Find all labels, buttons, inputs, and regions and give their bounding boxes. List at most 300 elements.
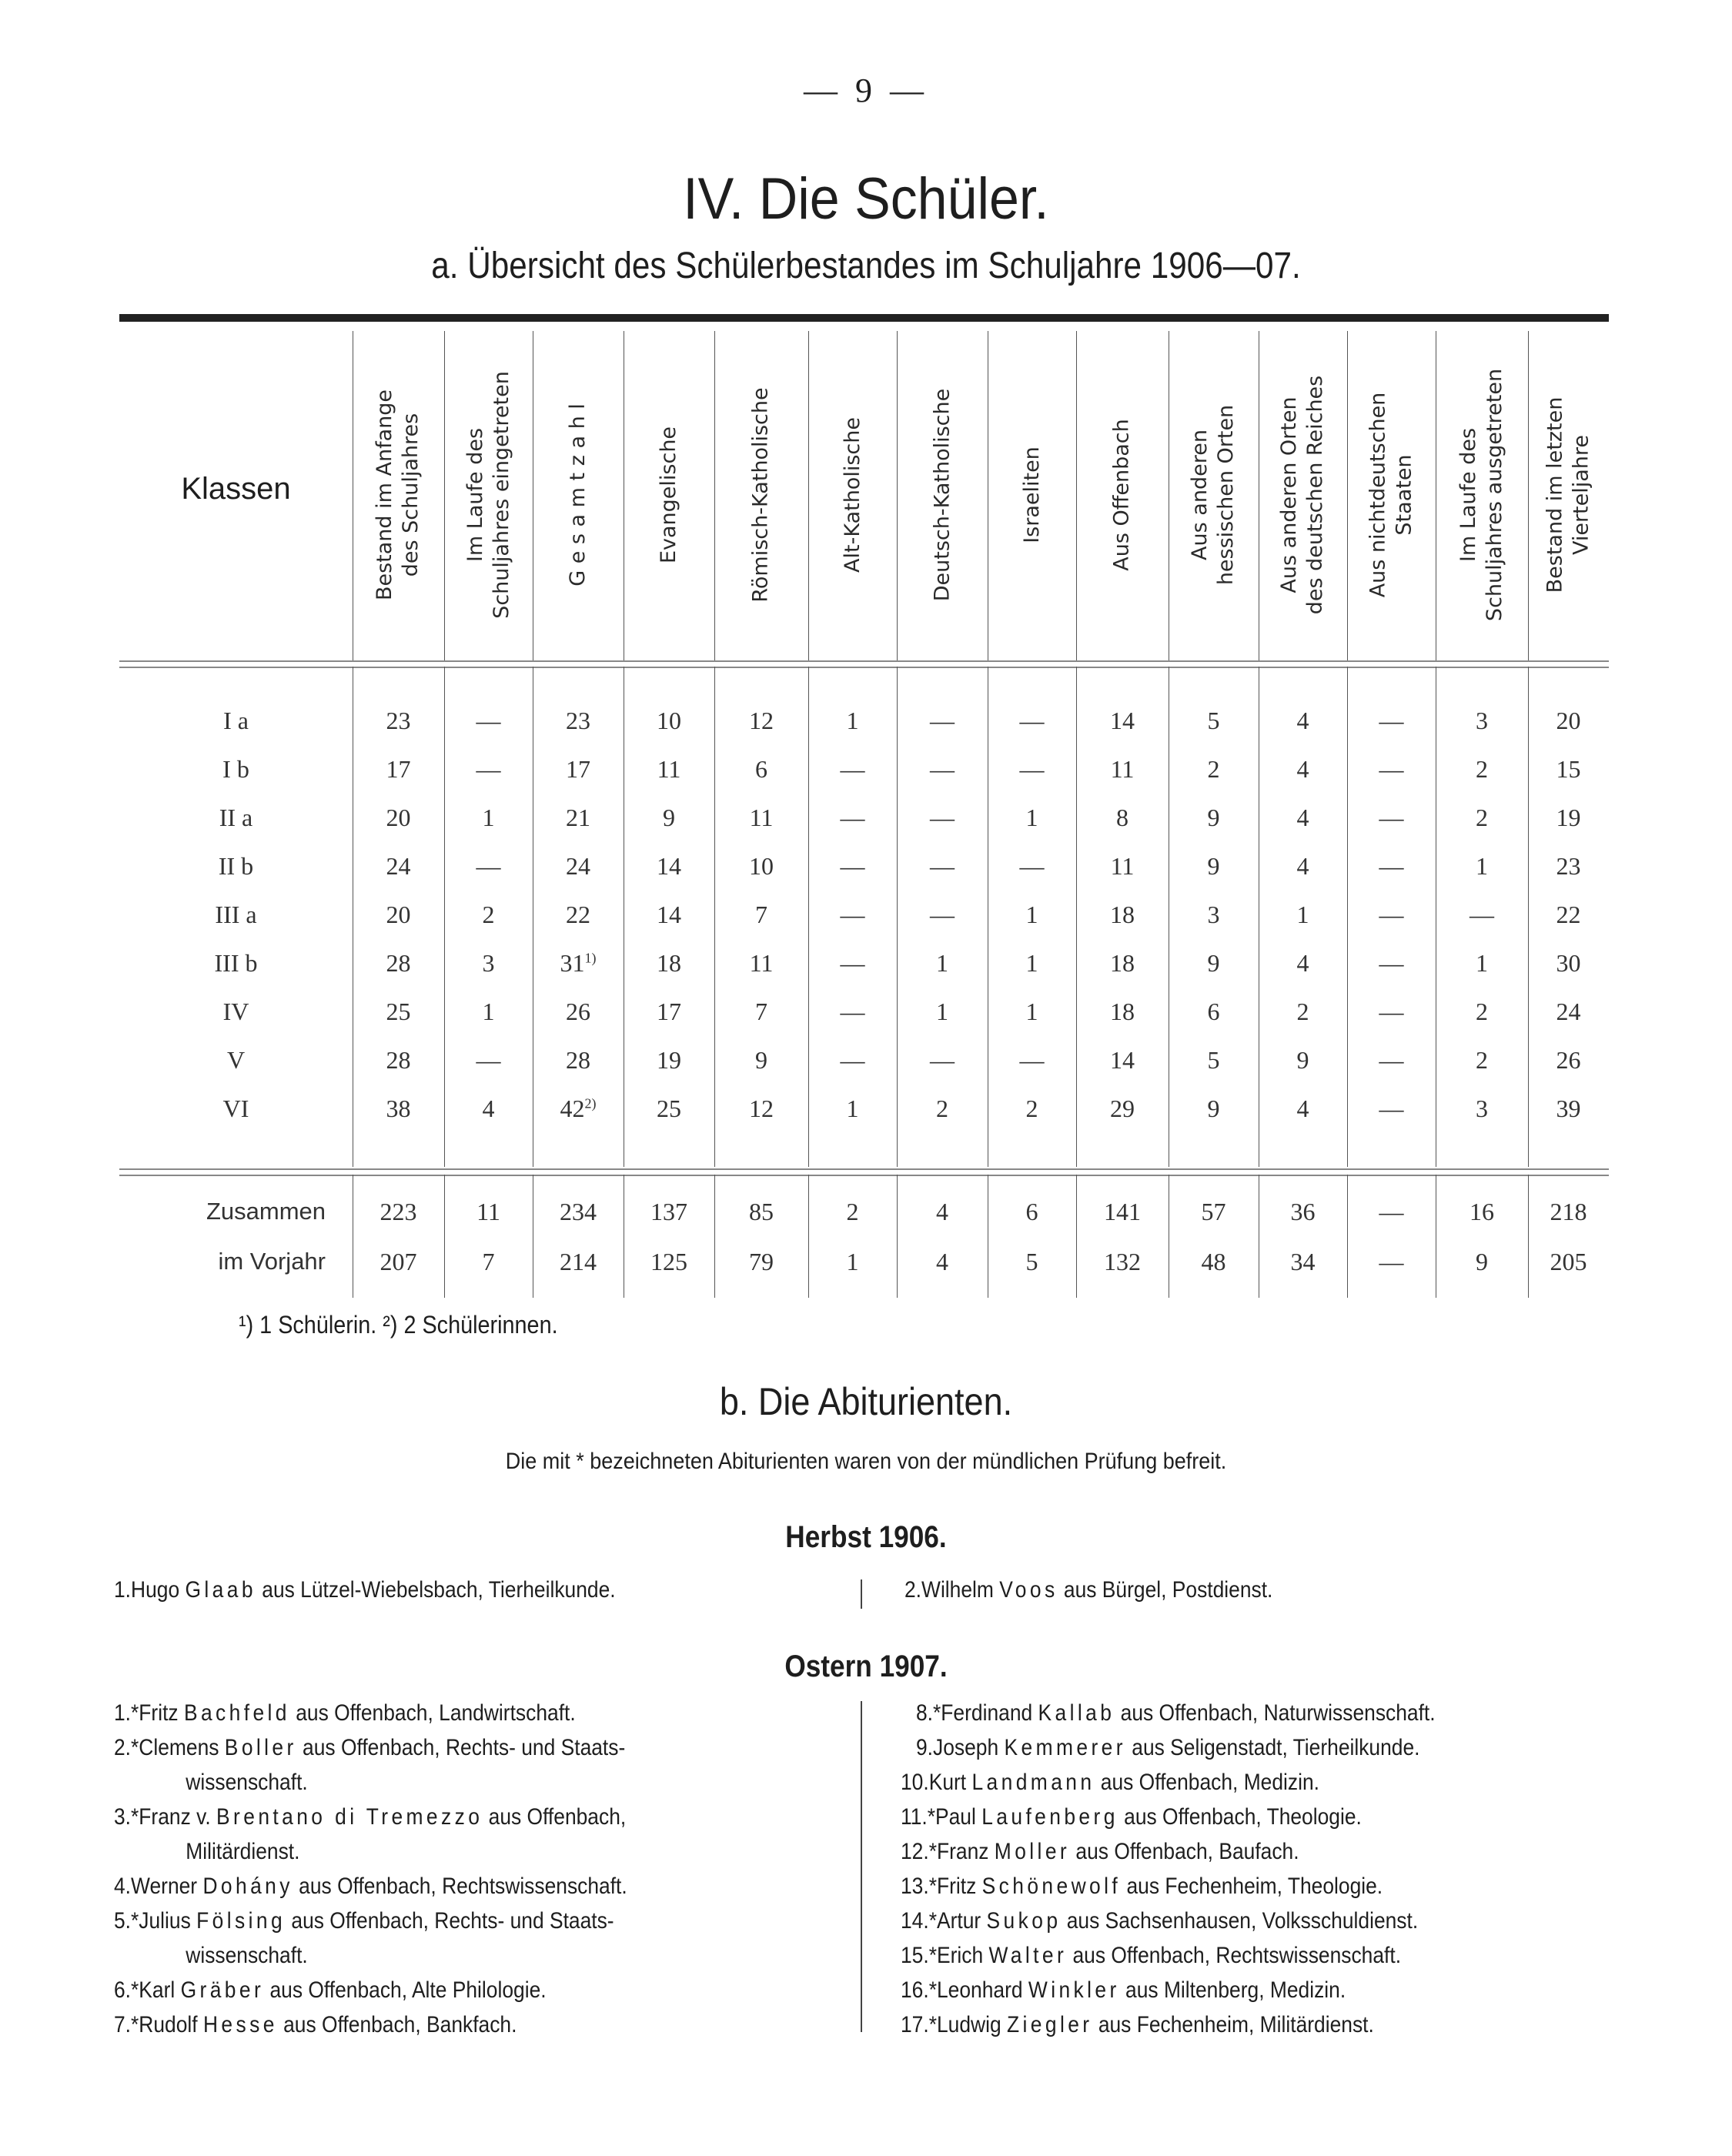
entry-given-name: *Karl bbox=[131, 1977, 181, 2003]
exemption-note: Die mit * bezeichneten Abiturienten waren von der mündlichen Prüfung befreit. bbox=[505, 1449, 1227, 1474]
cell-value: — bbox=[930, 707, 955, 734]
cell-value: — bbox=[840, 998, 865, 1025]
abiturient-entry bbox=[114, 2007, 517, 2042]
table-cell bbox=[1169, 901, 1259, 929]
table-cell bbox=[897, 901, 988, 929]
entry-given-name: *Julius bbox=[131, 1908, 197, 1934]
table-cell bbox=[808, 901, 897, 929]
entry-surname: Dohány bbox=[202, 1874, 293, 1899]
cell-value: 2 bbox=[1025, 1095, 1038, 1122]
column-header-line: des deutschen Reiches bbox=[1303, 375, 1328, 615]
table-cell bbox=[988, 1198, 1076, 1226]
class-row-label: I b bbox=[222, 755, 249, 783]
column-header-line: Bestand im Anfange bbox=[373, 389, 397, 601]
entry-surname: Kallab bbox=[1038, 1700, 1115, 1726]
cell-value: — bbox=[930, 901, 955, 928]
entry-number: 3. bbox=[114, 1804, 132, 1830]
cell-value: 25 bbox=[386, 998, 411, 1025]
entry-surname: Hesse bbox=[202, 2012, 278, 2037]
table-cell bbox=[714, 949, 808, 978]
cell-value: 1 bbox=[936, 998, 948, 1025]
cell-value: 36 bbox=[1290, 1198, 1316, 1225]
column-divider bbox=[808, 1175, 809, 1298]
table-cell bbox=[897, 755, 988, 784]
cell-value: — bbox=[1379, 852, 1404, 880]
cell-value: 1 bbox=[1476, 852, 1488, 880]
table-top-rule bbox=[119, 314, 1609, 322]
cell-value: 125 bbox=[650, 1248, 687, 1275]
entry-surname: Moller bbox=[994, 1839, 1071, 1864]
cell-value: 85 bbox=[749, 1198, 774, 1225]
cell-value: 7 bbox=[755, 901, 767, 928]
cell-value: — bbox=[1019, 1046, 1045, 1074]
column-header bbox=[897, 329, 988, 660]
cell-value: 25 bbox=[657, 1095, 681, 1122]
totals-row-label: im Vorjahr bbox=[218, 1248, 326, 1275]
table-cell bbox=[444, 998, 533, 1026]
table-cell bbox=[444, 949, 533, 978]
abiturient-entry bbox=[916, 1696, 1436, 1730]
entry-given-name: Wilhelm bbox=[921, 1577, 1000, 1603]
table-cell bbox=[808, 949, 897, 978]
table-cell bbox=[533, 804, 624, 832]
cell-value: 9 bbox=[663, 804, 675, 831]
student-statistics-table bbox=[119, 314, 1609, 1299]
abiturient-entry bbox=[114, 1904, 614, 1973]
cell-value: 15 bbox=[1556, 755, 1581, 783]
column-header-line: hessischen Orten bbox=[1214, 404, 1239, 586]
cell-value: — bbox=[840, 901, 865, 928]
section-heading-abiturienten: b. Die Abiturienten. bbox=[719, 1380, 1013, 1423]
column-header-line: Deutsch-Katholische bbox=[930, 388, 954, 602]
cell-value: 10 bbox=[657, 707, 681, 734]
table-cell bbox=[1528, 901, 1609, 929]
table-cell bbox=[1347, 949, 1436, 978]
table-cell bbox=[1528, 1095, 1609, 1123]
table-cell bbox=[1076, 852, 1169, 881]
column-header-label bbox=[463, 371, 515, 619]
table-cell bbox=[897, 1198, 988, 1226]
cell-value: — bbox=[1379, 1046, 1404, 1074]
cell-value: 9 bbox=[1207, 852, 1220, 880]
table-cell bbox=[897, 1095, 988, 1123]
cell-value: — bbox=[1019, 707, 1045, 734]
cell-value: 3 bbox=[482, 949, 495, 977]
column-divider bbox=[897, 1175, 898, 1298]
column-header-line: Aus nichtdeutschen bbox=[1366, 392, 1390, 598]
cell-value: 23 bbox=[566, 707, 590, 734]
table-cell bbox=[897, 1248, 988, 1276]
entry-details: aus Offenbach, Rechtswissenschaft. bbox=[1067, 1943, 1402, 1968]
column-header-label bbox=[1019, 446, 1045, 543]
cell-value: 1 bbox=[936, 949, 948, 977]
cell-value: 29 bbox=[1110, 1095, 1135, 1122]
table-cell bbox=[353, 852, 444, 881]
table-cell bbox=[1259, 1046, 1347, 1075]
column-header-line: Aus anderen Orten bbox=[1277, 396, 1302, 593]
table-cell bbox=[988, 804, 1076, 832]
column-header-label bbox=[1277, 376, 1329, 614]
table-cell bbox=[353, 707, 444, 735]
table-cell bbox=[353, 1046, 444, 1075]
table-title: a. Übersicht des Schülerbestandes im Schuljahre 1906—07. bbox=[431, 246, 1301, 286]
cell-value: 2 bbox=[936, 1095, 948, 1122]
table-cell bbox=[714, 1095, 808, 1123]
table-cell bbox=[533, 1198, 624, 1226]
abiturient-entry bbox=[114, 1573, 616, 1607]
abiturient-entry bbox=[114, 1696, 576, 1730]
table-cell bbox=[988, 1046, 1076, 1075]
table-cell bbox=[1436, 707, 1528, 735]
column-header bbox=[353, 329, 444, 660]
table-cell bbox=[1528, 1046, 1609, 1075]
entry-surname: Walter bbox=[988, 1943, 1068, 1968]
table-cell bbox=[533, 1248, 624, 1276]
entry-given-name: Hugo bbox=[131, 1577, 186, 1603]
entry-given-name: *Paul bbox=[927, 1804, 982, 1830]
cell-value: 4 bbox=[1296, 804, 1309, 831]
table-cell bbox=[1347, 901, 1436, 929]
table-cell bbox=[533, 1046, 624, 1075]
cell-value: — bbox=[1379, 901, 1404, 928]
cell-value: 14 bbox=[657, 901, 681, 928]
column-header bbox=[533, 329, 624, 660]
column-header-label bbox=[1456, 369, 1508, 621]
cell-value: — bbox=[1470, 901, 1494, 928]
cell-value: 20 bbox=[386, 804, 411, 831]
table-cell bbox=[1436, 755, 1528, 784]
cell-value: 57 bbox=[1201, 1198, 1226, 1225]
cell-value: 4 bbox=[936, 1198, 948, 1225]
table-cell bbox=[624, 804, 714, 832]
cell-value: 9 bbox=[1476, 1248, 1488, 1275]
table-cell bbox=[1347, 755, 1436, 784]
entry-number: 5. bbox=[114, 1908, 132, 1934]
cell-value: 218 bbox=[1550, 1198, 1587, 1225]
column-header-line: Aus anderen bbox=[1188, 430, 1212, 560]
table-cell bbox=[1259, 949, 1347, 978]
column-header-line: Staaten bbox=[1392, 454, 1416, 536]
cell-value: 5 bbox=[1025, 1248, 1038, 1275]
table-cell bbox=[808, 1046, 897, 1075]
cell-value: 141 bbox=[1104, 1198, 1141, 1225]
table-cell bbox=[1436, 901, 1528, 929]
column-header-line: Alt-Katholische bbox=[840, 417, 864, 573]
herbst-heading: Herbst 1906. bbox=[785, 1520, 947, 1554]
entry-number: 16. bbox=[901, 1977, 929, 2003]
cell-value: — bbox=[1019, 852, 1045, 880]
cell-value: 48 bbox=[1201, 1248, 1226, 1275]
table-cell bbox=[533, 755, 624, 784]
column-header-label bbox=[565, 403, 591, 587]
entry-surname: Ziegler bbox=[1006, 2012, 1093, 2037]
table-cell bbox=[714, 804, 808, 832]
cell-value: 34 bbox=[1290, 1248, 1316, 1275]
table-cell bbox=[897, 707, 988, 735]
column-header bbox=[1169, 329, 1259, 660]
table-cell bbox=[1259, 998, 1347, 1026]
column-divider bbox=[897, 331, 898, 660]
table-cell bbox=[988, 755, 1076, 784]
entry-number: 7. bbox=[114, 2012, 132, 2037]
cell-value: 10 bbox=[749, 852, 774, 880]
table-cell bbox=[1169, 949, 1259, 978]
table-cell bbox=[1259, 852, 1347, 881]
entry-continuation: Militärdienst. bbox=[186, 1839, 300, 1864]
table-cell bbox=[988, 852, 1076, 881]
cell-value: 4 bbox=[1296, 949, 1309, 977]
cell-value: — bbox=[930, 804, 955, 831]
entry-details: aus Fechenheim, Theologie. bbox=[1121, 1874, 1383, 1899]
cell-value: — bbox=[1379, 707, 1404, 734]
entry-number: 1. bbox=[114, 1700, 132, 1726]
table-cell bbox=[444, 804, 533, 832]
entry-surname: Fölsing bbox=[196, 1908, 286, 1934]
table-cell bbox=[1076, 1248, 1169, 1276]
table-cell bbox=[988, 1248, 1076, 1276]
abiturient-entry bbox=[901, 2007, 1374, 2042]
entry-details: aus Offenbach, Theologie. bbox=[1118, 1804, 1362, 1830]
entry-surname: Kemmerer bbox=[1004, 1735, 1126, 1760]
column-divider bbox=[444, 331, 445, 660]
table-cell bbox=[1347, 1198, 1436, 1226]
entry-details: aus Sachsenhausen, Volksschuldienst. bbox=[1061, 1908, 1419, 1934]
column-header-label bbox=[840, 417, 866, 573]
cell-value: 6 bbox=[755, 755, 767, 783]
class-row-label: I a bbox=[223, 707, 249, 734]
entry-given-name: *Leonhard bbox=[928, 1977, 1028, 2003]
column-header-line: Vierteljahre bbox=[1569, 434, 1593, 556]
column-header-label bbox=[748, 387, 774, 602]
table-cell bbox=[1076, 949, 1169, 978]
column-header-line: Schuljahres ausgetreten bbox=[1483, 368, 1507, 622]
cell-value: 2 bbox=[846, 1198, 859, 1225]
cell-value: 207 bbox=[380, 1248, 417, 1275]
class-row-label: V bbox=[226, 1046, 246, 1074]
table-cell bbox=[1528, 707, 1609, 735]
table-cell bbox=[353, 1095, 444, 1123]
table-cell bbox=[808, 1248, 897, 1276]
cell-value: — bbox=[930, 1046, 955, 1074]
cell-value: 2 bbox=[1296, 998, 1309, 1025]
cell-value: — bbox=[840, 852, 865, 880]
cell-value: 6 bbox=[1025, 1198, 1038, 1225]
table-cell bbox=[988, 707, 1076, 735]
table-cell bbox=[1347, 1248, 1436, 1276]
entry-details: aus Offenbach, Landwirtschaft. bbox=[289, 1700, 576, 1726]
table-cell bbox=[444, 1095, 533, 1123]
table-cell bbox=[1169, 707, 1259, 735]
column-divider bbox=[1528, 1175, 1529, 1298]
cell-value: 22 bbox=[1556, 901, 1581, 928]
cell-value: 4 bbox=[1296, 852, 1309, 880]
cell-value: 14 bbox=[1110, 707, 1135, 734]
table-cell bbox=[988, 901, 1076, 929]
abiturient-entry bbox=[901, 1869, 1383, 1904]
cell-value: 223 bbox=[380, 1198, 417, 1225]
cell-value: — bbox=[1379, 949, 1404, 977]
abiturient-entry bbox=[901, 1904, 1418, 1938]
table-cell bbox=[1259, 804, 1347, 832]
table-cell bbox=[1076, 1046, 1169, 1075]
cell-value: 26 bbox=[566, 998, 590, 1025]
cell-value: 18 bbox=[1110, 998, 1135, 1025]
column-divider bbox=[1076, 1175, 1077, 1298]
table-cell bbox=[1169, 852, 1259, 881]
cell-value: 11 bbox=[1110, 852, 1135, 880]
cell-value: — bbox=[476, 852, 501, 880]
cell-value: 42 bbox=[560, 1095, 585, 1122]
cell-value: — bbox=[476, 707, 501, 734]
column-header-line: des Schuljahres bbox=[399, 413, 423, 577]
cell-value: 3 bbox=[1476, 707, 1488, 734]
table-cell bbox=[624, 755, 714, 784]
cell-value: 14 bbox=[657, 852, 681, 880]
table-cell bbox=[353, 804, 444, 832]
table-cell bbox=[1436, 1198, 1528, 1226]
cell-value: 1 bbox=[1296, 901, 1309, 928]
column-header bbox=[1528, 329, 1609, 660]
table-cell bbox=[624, 1046, 714, 1075]
entry-given-name: Joseph bbox=[933, 1735, 1005, 1760]
entry-surname: Voos bbox=[999, 1577, 1058, 1603]
cell-value: — bbox=[840, 755, 865, 783]
entry-surname: Landmann bbox=[971, 1770, 1095, 1795]
table-cell bbox=[714, 852, 808, 881]
table-cell bbox=[1169, 1046, 1259, 1075]
table-cell bbox=[1347, 852, 1436, 881]
table-cell bbox=[353, 1198, 444, 1226]
column-divider bbox=[714, 1175, 715, 1298]
column-header bbox=[1436, 329, 1528, 660]
cell-value: 14 bbox=[1110, 1046, 1135, 1074]
table-cell bbox=[444, 1046, 533, 1075]
table-cell bbox=[1528, 1248, 1609, 1276]
abiturient-entry bbox=[901, 1800, 1362, 1834]
table-cell bbox=[1259, 1248, 1347, 1276]
column-divider bbox=[714, 667, 715, 1167]
entry-given-name: *Fritz bbox=[131, 1700, 184, 1726]
abiturient-entry bbox=[904, 1573, 1272, 1607]
table-cell bbox=[808, 1095, 897, 1123]
footnote-marker: 1) bbox=[584, 950, 597, 966]
entry-number: 1. bbox=[114, 1577, 132, 1603]
table-cell bbox=[1347, 804, 1436, 832]
entry-given-name: *Franz bbox=[928, 1839, 995, 1864]
entry-continuation: wissenschaft. bbox=[186, 1770, 308, 1795]
table-cell bbox=[1169, 1095, 1259, 1123]
abiturient-entry bbox=[114, 1973, 547, 2007]
column-divider bbox=[1528, 331, 1529, 660]
entry-details: aus Offenbach, Alte Philologie. bbox=[264, 1977, 547, 2003]
cell-value: 17 bbox=[386, 755, 411, 783]
herbst-column-divider bbox=[861, 1579, 862, 1609]
table-cell bbox=[533, 998, 624, 1026]
entry-details: aus Offenbach, bbox=[483, 1804, 627, 1830]
cell-value: 19 bbox=[657, 1046, 681, 1074]
cell-value: 1 bbox=[1025, 804, 1038, 831]
table-cell bbox=[1347, 998, 1436, 1026]
cell-value: — bbox=[1379, 1198, 1404, 1225]
entry-surname: Bachfeld bbox=[183, 1700, 290, 1726]
cell-value: 132 bbox=[1104, 1248, 1141, 1275]
entry-details: aus Seligenstadt, Tierheilkunde. bbox=[1125, 1735, 1420, 1760]
cell-value: 7 bbox=[482, 1248, 495, 1275]
table-cell bbox=[808, 998, 897, 1026]
abiturient-entry bbox=[114, 1800, 626, 1869]
entry-surname: Brentano di Tremezzo bbox=[216, 1804, 483, 1830]
column-header-line: Aus Offenbach bbox=[1110, 419, 1135, 571]
table-cell bbox=[533, 852, 624, 881]
table-cell bbox=[1076, 707, 1169, 735]
entry-number: 17. bbox=[901, 2012, 929, 2037]
cell-value: 21 bbox=[566, 804, 590, 831]
table-cell bbox=[1259, 1095, 1347, 1123]
entry-details: aus Fechenheim, Militärdienst. bbox=[1092, 2012, 1374, 2037]
cell-value: — bbox=[476, 755, 501, 783]
cell-value: 1 bbox=[1025, 949, 1038, 977]
cell-value: 24 bbox=[386, 852, 411, 880]
cell-value: 7 bbox=[755, 998, 767, 1025]
cell-value: 4 bbox=[936, 1248, 948, 1275]
column-header-label bbox=[929, 389, 955, 602]
cell-value: 2 bbox=[1207, 755, 1220, 783]
entry-given-name: *Ludwig bbox=[928, 2012, 1007, 2037]
cell-value: — bbox=[1379, 1248, 1404, 1275]
table-cell bbox=[353, 901, 444, 929]
table-cell bbox=[1169, 804, 1259, 832]
cell-value: — bbox=[930, 852, 955, 880]
entry-details: aus Offenbach, Bankfach. bbox=[277, 2012, 517, 2037]
entry-details: aus Offenbach, Medizin. bbox=[1095, 1770, 1320, 1795]
table-cell bbox=[444, 755, 533, 784]
table-cell bbox=[533, 901, 624, 929]
table-cell bbox=[1076, 755, 1169, 784]
cell-value: 234 bbox=[560, 1198, 597, 1225]
table-cell bbox=[897, 804, 988, 832]
cell-value: 137 bbox=[650, 1198, 687, 1225]
entry-surname: Boller bbox=[224, 1735, 297, 1760]
table-cell bbox=[1076, 998, 1169, 1026]
table-cell bbox=[1259, 1198, 1347, 1226]
entry-given-name: *Clemens bbox=[131, 1735, 225, 1760]
table-cell bbox=[714, 901, 808, 929]
page-number: — 9 — bbox=[804, 72, 928, 109]
column-divider bbox=[1347, 667, 1348, 1167]
table-cell bbox=[1436, 1046, 1528, 1075]
table-cell bbox=[1076, 901, 1169, 929]
entry-number: 13. bbox=[901, 1874, 929, 1899]
table-cell bbox=[1347, 1095, 1436, 1123]
cell-value: 205 bbox=[1550, 1248, 1587, 1275]
cell-value: 4 bbox=[482, 1095, 495, 1122]
column-header-label bbox=[1109, 419, 1135, 570]
footnote-marker: 2) bbox=[584, 1095, 597, 1111]
cell-value: 9 bbox=[1207, 949, 1220, 977]
cell-value: 11 bbox=[749, 804, 774, 831]
table-cell bbox=[808, 707, 897, 735]
cell-value: 1 bbox=[846, 1095, 859, 1122]
column-header-label bbox=[1188, 405, 1240, 585]
cell-value: — bbox=[1379, 998, 1404, 1025]
entry-details: aus Bürgel, Postdienst. bbox=[1058, 1577, 1273, 1603]
cell-value: 1 bbox=[482, 998, 495, 1025]
entry-surname: Gräber bbox=[180, 1977, 265, 2003]
table-cell bbox=[1528, 949, 1609, 978]
class-row-label: III b bbox=[214, 949, 258, 977]
cell-value: 11 bbox=[1110, 755, 1135, 783]
cell-value: 28 bbox=[386, 949, 411, 977]
